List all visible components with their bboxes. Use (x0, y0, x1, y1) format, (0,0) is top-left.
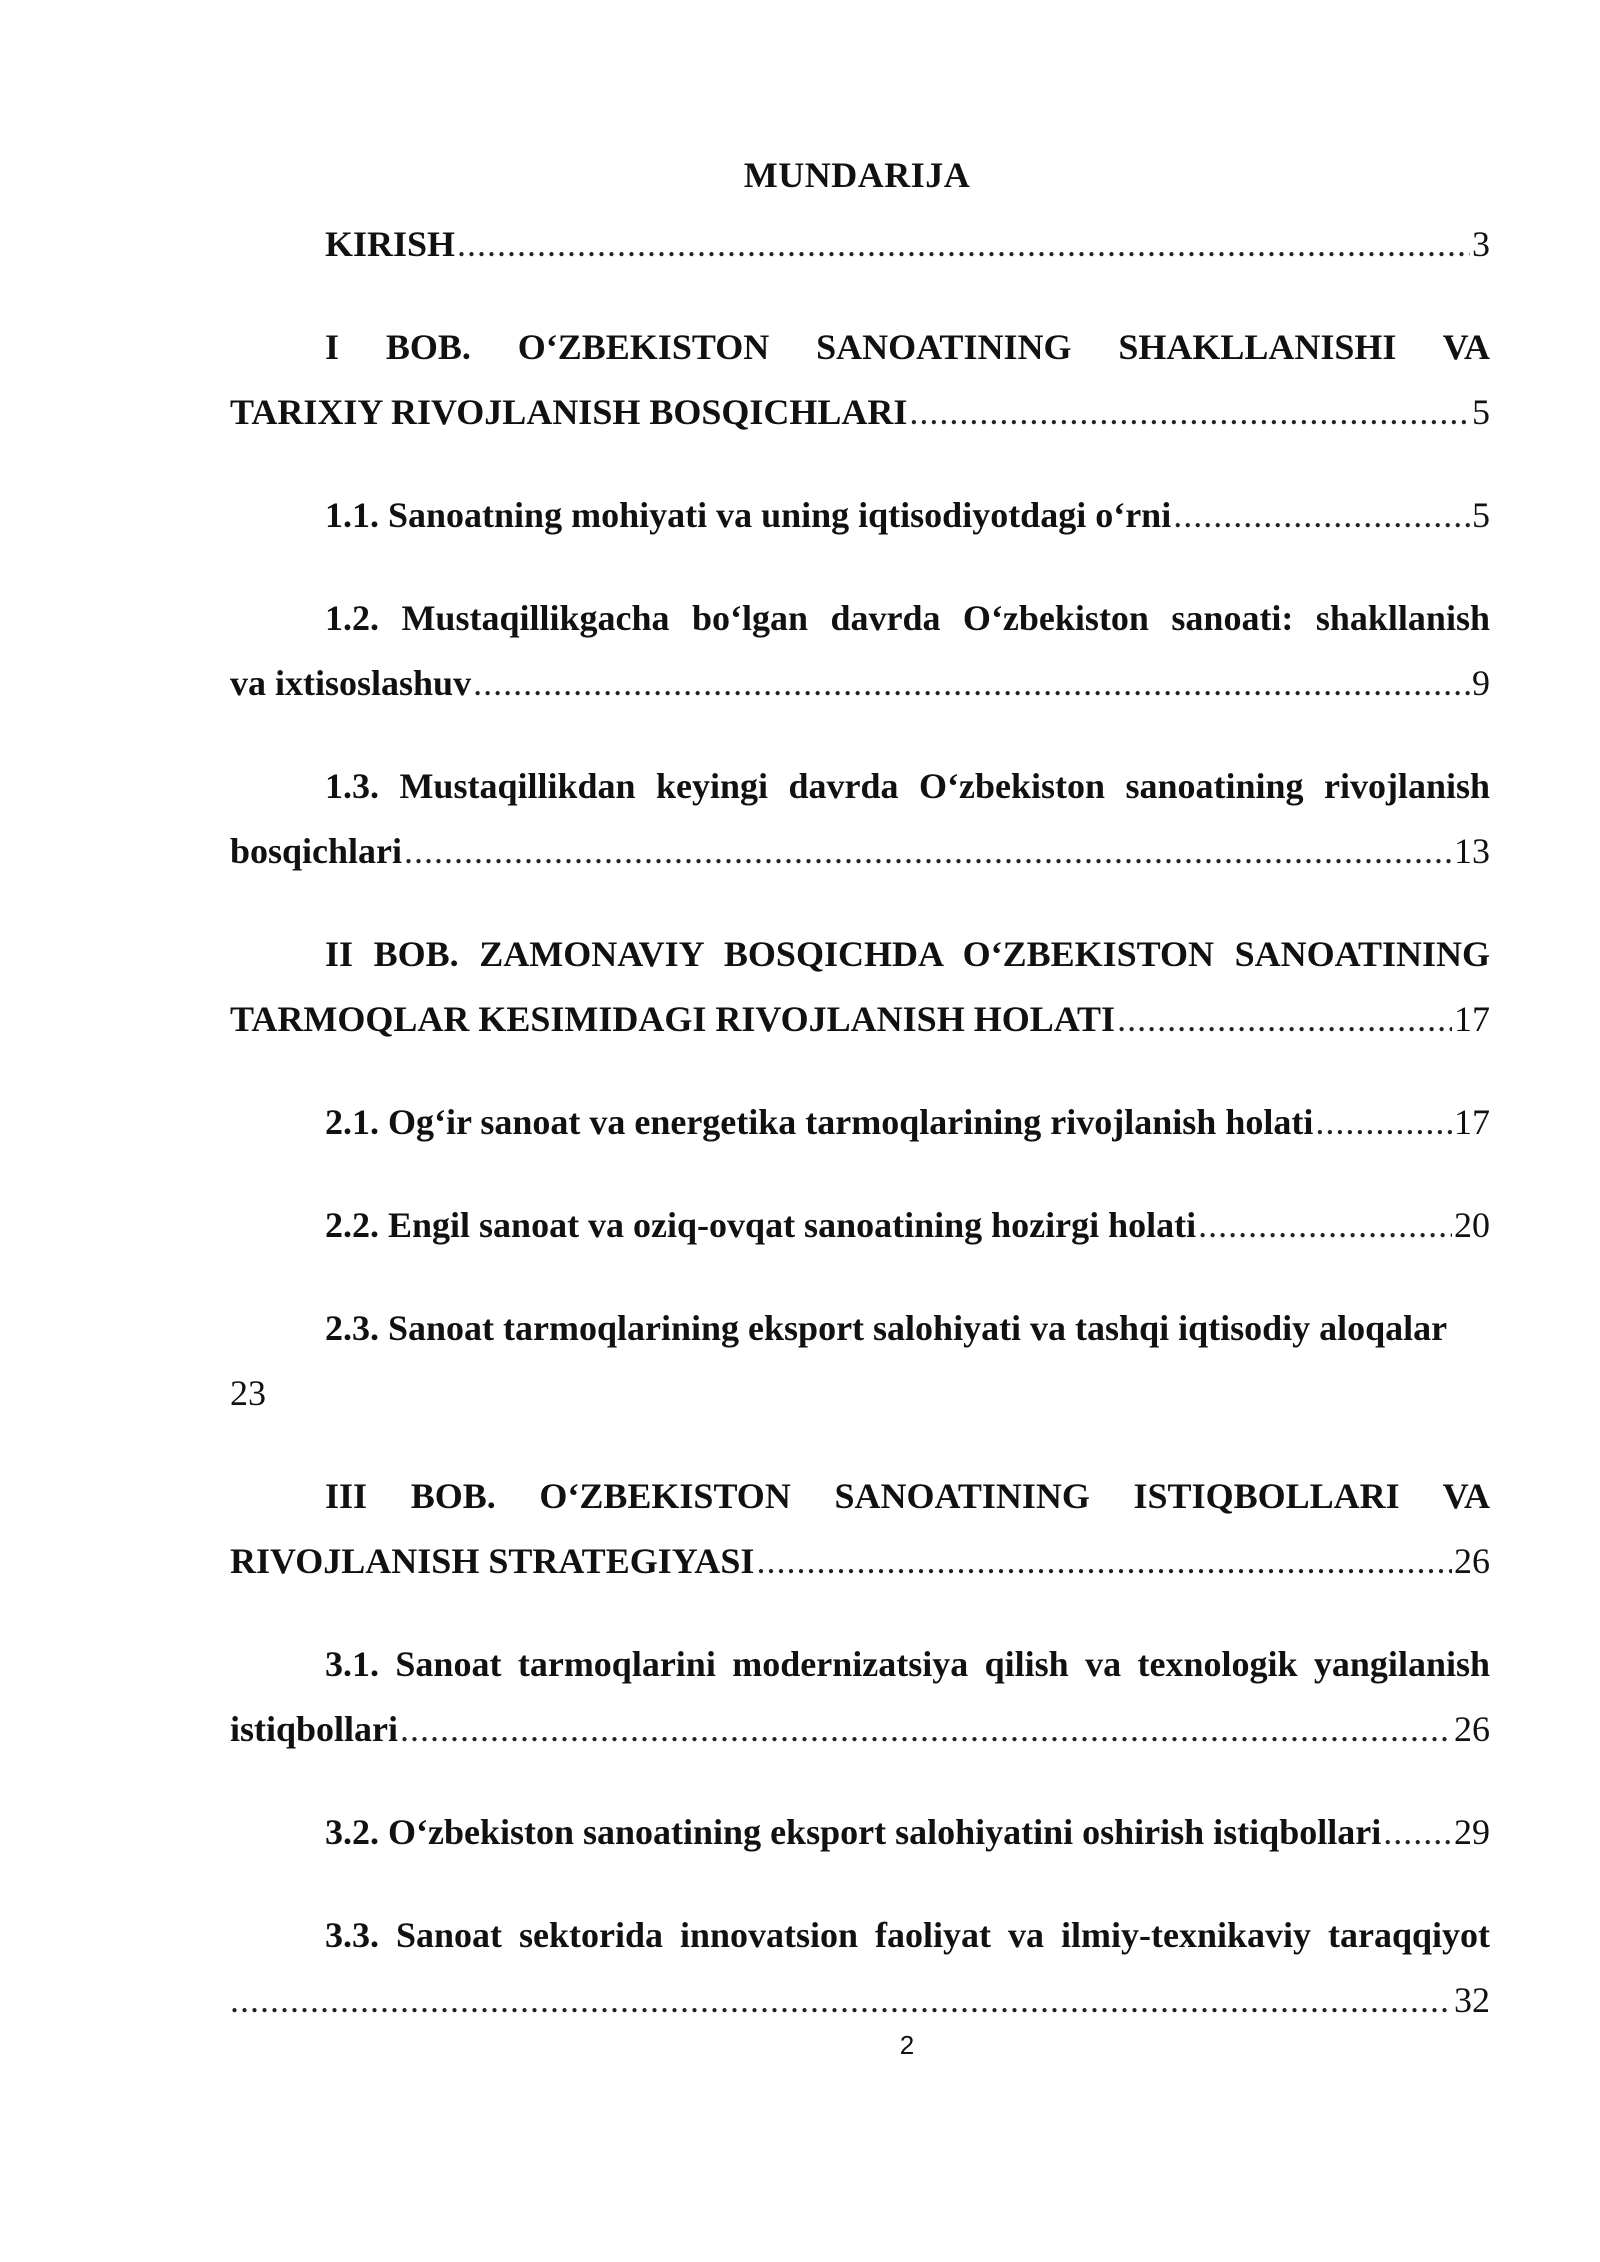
toc-page-number: 17 (1454, 1102, 1490, 1142)
toc-title: MUNDARIJA (743, 155, 971, 195)
leader-dots (230, 1968, 1452, 2033)
toc-label-line2: bosqichlari (230, 831, 403, 871)
table-of-contents (230, 212, 1490, 2033)
leader-dots (404, 819, 1452, 884)
toc-page-number: 5 (1472, 495, 1490, 535)
toc-entry-1-2[interactable] (230, 586, 1490, 716)
toc-entry-1-1[interactable] (230, 483, 1490, 548)
toc-label: 2.3. Sanoat tarmoqlarining eksport salohiyati va tashqi iqtisodiy aloqalar (325, 1308, 1448, 1348)
toc-label-line1: II BOB. ZAMONAVIY BOSQICHDA O‘ZBEKISTON SANOATINING (325, 934, 1490, 974)
leader-dots (400, 1697, 1452, 1762)
toc-label-line1: 3.1. Sanoat tarmoqlarini modernizatsiya qilish va texnologik yangilanish (325, 1644, 1490, 1684)
leader-dots (756, 1529, 1452, 1594)
page-number: 2 (899, 2030, 915, 2060)
toc-page-number: 13 (1454, 831, 1490, 871)
toc-label-line1: III BOB. O‘ZBEKISTON SANOATINING ISTIQBOLLARI VA (325, 1476, 1490, 1516)
leader-dots (1198, 1193, 1452, 1258)
toc-entry-chapter-1[interactable] (230, 315, 1490, 445)
toc-page-number: 3 (1472, 224, 1490, 264)
toc-label: 1.1. Sanoatning mohiyati va uning iqtisodiyotdagi o‘rni (325, 495, 1172, 535)
toc-entry-2-1[interactable] (230, 1090, 1490, 1155)
toc-label: 3.2. O‘zbekiston sanoatining eksport salohiyatini oshirish istiqbollari (325, 1812, 1382, 1852)
toc-page-number: 32 (1454, 1980, 1490, 2020)
toc-label-line1: 1.3. Mustaqillikdan keyingi davrda O‘zbekiston sanoatining rivojlanish (325, 766, 1490, 806)
toc-label-line2: va ixtisoslashuv (230, 663, 472, 703)
toc-label-line2: TARMOQLAR KESIMIDAGI RIVOJLANISH HOLATI (230, 999, 1116, 1039)
toc-page-number: 9 (1472, 663, 1490, 703)
leader-dots (1117, 987, 1452, 1052)
toc-label: KIRISH (325, 224, 456, 264)
toc-page-number: 20 (1454, 1205, 1490, 1245)
leader-dots (1173, 483, 1470, 548)
toc-label: 2.2. Engil sanoat va oziq-ovqat sanoatining hozirgi holati (325, 1205, 1197, 1245)
toc-label-line1: 1.2. Mustaqillikgacha bo‘lgan davrda O‘zbekiston sanoati: shakllanish (325, 598, 1490, 638)
toc-page-number: 5 (1472, 392, 1490, 432)
leader-dots (1383, 1800, 1452, 1865)
toc-entry-chapter-3[interactable] (230, 1464, 1490, 1594)
toc-label-line2: TARIXIY RIVOJLANISH BOSQICHLARI (230, 392, 908, 432)
toc-entry-kirish[interactable] (230, 212, 1490, 277)
toc-label-line1: 3.3. Sanoat sektorida innovatsion faoliyat va ilmiy-texnikaviy taraqqiyot (325, 1915, 1490, 1955)
leader-dots (473, 651, 1470, 716)
toc-page-number: 26 (1454, 1709, 1490, 1749)
toc-entry-3-1[interactable] (230, 1632, 1490, 1762)
toc-label-line2: RIVOJLANISH STRATEGIYASI (230, 1541, 755, 1581)
toc-entry-1-3[interactable] (230, 754, 1490, 884)
toc-page-number: 26 (1454, 1541, 1490, 1581)
toc-label-line2: istiqbollari (230, 1709, 399, 1749)
toc-label-line1: I BOB. O‘ZBEKISTON SANOATINING SHAKLLANISHI VA (325, 327, 1490, 367)
leader-dots (1315, 1090, 1452, 1155)
leader-dots (457, 212, 1470, 277)
toc-page-number: 23 (230, 1373, 266, 1413)
toc-entry-3-3[interactable] (230, 1903, 1490, 2033)
toc-entry-2-2[interactable] (230, 1193, 1490, 1258)
toc-entry-2-3[interactable] (230, 1296, 1490, 1426)
toc-entry-3-2[interactable] (230, 1800, 1490, 1865)
toc-page-number: 17 (1454, 999, 1490, 1039)
toc-label: 2.1. Og‘ir sanoat va energetika tarmoqlarining rivojlanish holati (325, 1102, 1314, 1142)
toc-entry-chapter-2[interactable] (230, 922, 1490, 1052)
leader-dots (909, 380, 1470, 445)
toc-page-number: 29 (1454, 1812, 1490, 1852)
